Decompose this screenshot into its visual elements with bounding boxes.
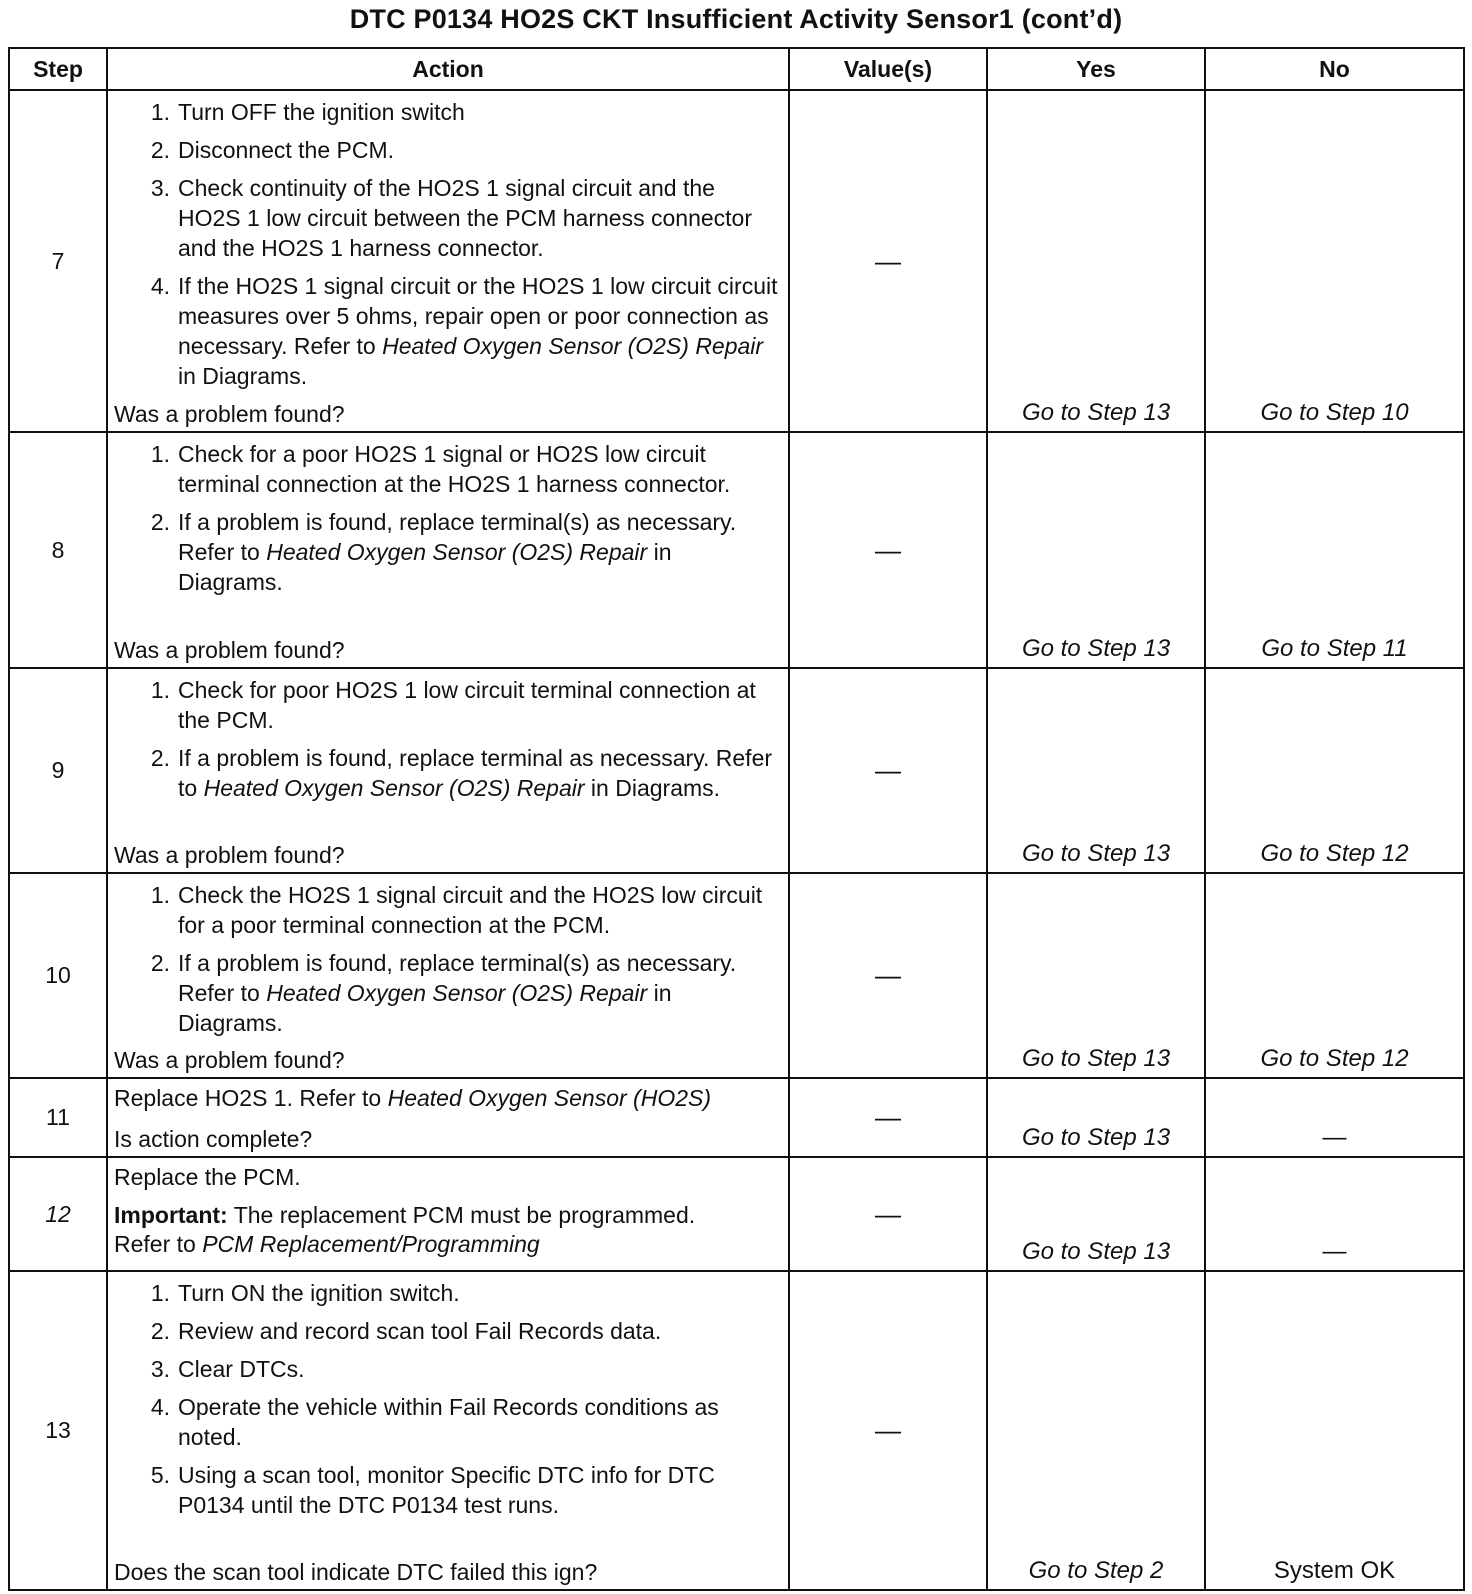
action-text: Replace HO2S 1. Refer to Heated Oxygen Sensor (HO2S) [114,1085,712,1111]
step-number: 12 [9,1157,107,1271]
table-row-step-8 [9,432,1464,668]
action-item: 5. Using a scan tool, monitor Specific DTC info for DTC P0134 until the DTC P0134 test runs. [150,1462,715,1518]
value-cell: — [789,1271,987,1590]
step-number: 8 [9,432,107,668]
no-cell: Go to Step 12 [1205,668,1464,873]
value-cell: — [789,668,987,873]
table-row-step-12 [9,1157,1464,1271]
step-number: 13 [9,1271,107,1590]
value-cell: — [789,90,987,432]
document-title: DTC P0134 HO2S CKT Insufficient Activity Sensor1 (cont’d) [349,4,1123,34]
action-item: 1. Turn OFF the ignition switch [150,99,465,125]
value-cell: — [789,1078,987,1157]
value-cell: — [789,873,987,1078]
action-item: 2. If a problem is found, replace terminal as necessary. Refer to Heated Oxygen Sensor (O2S) Repair in Diagrams. [150,745,773,801]
action-cell [107,873,789,1078]
question-text: Was a problem found? [114,842,345,868]
action-item: 3. Check continuity of the HO2S 1 signal circuit and the HO2S 1 low circuit between the PCM harness connector and the HO2S 1 harness connector. [150,175,752,261]
action-cell [107,432,789,668]
table-row-step-10 [9,873,1464,1078]
reference-link: Heated Oxygen Sensor (O2S) Repair [382,333,764,359]
action-item: 4. Operate the vehicle within Fail Records conditions as noted. [150,1394,719,1450]
reference-link: Heated Oxygen Sensor (O2S) Repair [266,980,648,1006]
question-text: Was a problem found? [114,1047,345,1073]
header-step: Step [9,48,107,90]
action-item: 1. Check for poor HO2S 1 low circuit terminal connection at the PCM. [150,677,756,733]
table-row-step-9 [9,668,1464,873]
refer-text: Refer to PCM Replacement/Programming [114,1231,540,1257]
yes-cell: Go to Step 13 [987,873,1205,1078]
question-text: Is action complete? [114,1126,313,1152]
header-values: Value(s) [789,48,987,90]
reference-link: Heated Oxygen Sensor (O2S) Repair [266,539,648,565]
yes-cell: Go to Step 13 [987,90,1205,432]
table-row-step-11 [9,1078,1464,1157]
reference-link: PCM Replacement/Programming [202,1231,540,1257]
header-row [9,48,1464,90]
question-text: Was a problem found? [114,637,345,663]
table-row-step-7 [9,90,1464,432]
reference-link: Heated Oxygen Sensor (O2S) Repair [203,775,585,801]
step-number: 10 [9,873,107,1078]
action-cell [107,1078,789,1157]
header-action: Action [107,48,789,90]
value-cell: — [789,432,987,668]
action-item: 2. If a problem is found, replace terminal(s) as necessary. Refer to Heated Oxygen Sensor (O2S) Repair in Diagrams. [150,509,737,595]
important-note: Important: The replacement PCM must be programmed. [114,1202,696,1228]
table-row-step-13 [9,1271,1464,1590]
action-item: 1. Check for a poor HO2S 1 signal or HO2S low circuit terminal connection at the HO2S 1 harness connector. [150,441,731,497]
action-cell [107,668,789,873]
action-text: Replace the PCM. [114,1164,301,1190]
action-item: 2. If a problem is found, replace terminal(s) as necessary. Refer to Heated Oxygen Sensor (O2S) Repair in Diagrams. [150,950,737,1036]
yes-cell: Go to Step 2 [987,1271,1205,1590]
yes-cell: Go to Step 13 [987,1078,1205,1157]
action-item: 1. Check the HO2S 1 signal circuit and the HO2S low circuit for a poor terminal connection at the PCM. [150,882,763,938]
action-cell [107,90,789,432]
diagnostic-table [8,47,1465,1591]
step-number: 11 [9,1078,107,1157]
question-text: Does the scan tool indicate DTC failed this ign? [114,1559,598,1585]
no-cell: System OK [1205,1271,1464,1590]
yes-cell: Go to Step 13 [987,1157,1205,1271]
question-text: Was a problem found? [114,401,345,427]
value-cell: — [789,1157,987,1271]
no-cell: — [1205,1078,1464,1157]
action-item: 2. Disconnect the PCM. [150,137,395,163]
no-cell: Go to Step 10 [1205,90,1464,432]
no-cell: Go to Step 11 [1205,432,1464,668]
action-cell [107,1157,789,1271]
no-cell: Go to Step 12 [1205,873,1464,1078]
yes-cell: Go to Step 13 [987,432,1205,668]
action-item: 1. Turn ON the ignition switch. [150,1280,460,1306]
step-number: 7 [9,90,107,432]
action-item: 3. Clear DTCs. [150,1356,305,1382]
reference-link: Heated Oxygen Sensor (HO2S) [387,1085,712,1111]
step-number: 9 [9,668,107,873]
header-no: No [1205,48,1464,90]
header-yes: Yes [987,48,1205,90]
yes-cell: Go to Step 13 [987,668,1205,873]
action-item: 4. If the HO2S 1 signal circuit or the HO2S 1 low circuit circuit measures over 5 ohms, repair open or poor connection as necessary. Refer to Heated Oxygen Sensor (O2S) Repair in Diagrams. [150,273,778,389]
action-item: 2. Review and record scan tool Fail Records data. [150,1318,662,1344]
action-cell [107,1271,789,1590]
no-cell: — [1205,1157,1464,1271]
